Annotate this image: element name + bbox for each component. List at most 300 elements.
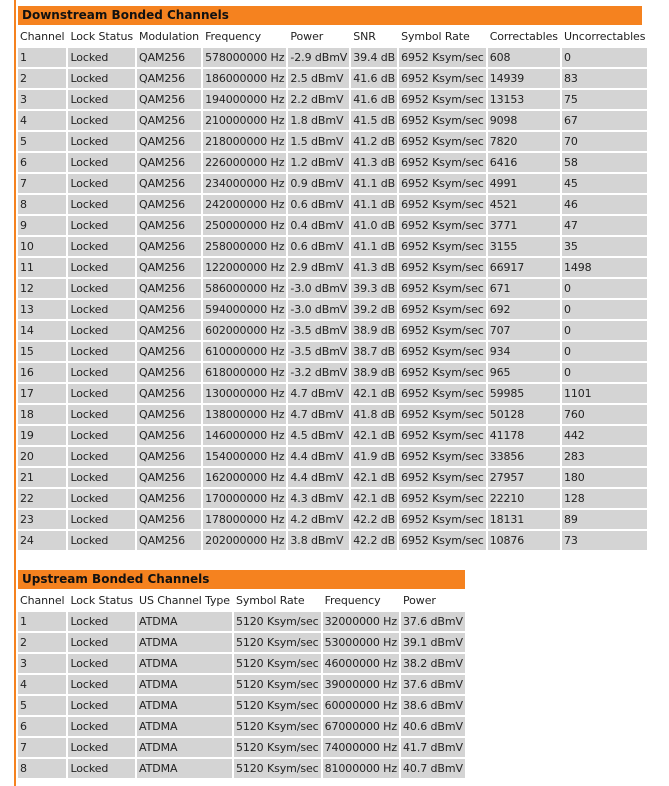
table-cell: 128 <box>562 489 647 508</box>
table-cell: 6952 Ksym/sec <box>399 405 486 424</box>
table-cell: 41.3 dB <box>351 153 397 172</box>
table-cell: Locked <box>68 654 135 673</box>
table-cell: 59985 <box>488 384 560 403</box>
table-cell: 5120 Ksym/sec <box>234 675 321 694</box>
table-cell: 24 <box>18 531 66 550</box>
downstream-column-header: Channel <box>18 27 66 46</box>
table-cell: 41.1 dB <box>351 237 397 256</box>
table-cell: 442 <box>562 426 647 445</box>
table-cell: 4 <box>18 675 66 694</box>
table-cell: ATDMA <box>137 633 232 652</box>
table-cell: 50128 <box>488 405 560 424</box>
table-cell: -3.0 dBmV <box>288 279 349 298</box>
table-cell: 18 <box>18 405 66 424</box>
table-cell: 11 <box>18 258 66 277</box>
table-cell: Locked <box>68 738 135 757</box>
table-cell: 1101 <box>562 384 647 403</box>
table-cell: 6952 Ksym/sec <box>399 69 486 88</box>
table-cell: 46 <box>562 195 647 214</box>
table-cell: 23 <box>18 510 66 529</box>
table-cell: 0 <box>562 321 647 340</box>
table-cell: Locked <box>68 612 135 631</box>
table-cell: 234000000 Hz <box>203 174 286 193</box>
table-cell: 6952 Ksym/sec <box>399 447 486 466</box>
table-cell: 41.2 dB <box>351 132 397 151</box>
upstream-column-header: Symbol Rate <box>234 591 321 610</box>
table-cell: Locked <box>68 759 135 778</box>
table-cell: Locked <box>68 510 135 529</box>
upstream-header-row <box>18 591 465 610</box>
table-cell: 66917 <box>488 258 560 277</box>
table-row <box>18 531 647 550</box>
downstream-header-row <box>18 27 647 46</box>
table-cell: 60000000 Hz <box>323 696 399 715</box>
table-cell: ATDMA <box>137 717 232 736</box>
table-row <box>18 174 647 193</box>
table-row <box>18 195 647 214</box>
table-cell: 37.6 dBmV <box>401 675 465 694</box>
table-cell: QAM256 <box>137 426 201 445</box>
table-cell: QAM256 <box>137 153 201 172</box>
table-row <box>18 90 647 109</box>
table-cell: 5120 Ksym/sec <box>234 738 321 757</box>
table-cell: 2.5 dBmV <box>288 69 349 88</box>
table-cell: 39.1 dBmV <box>401 633 465 652</box>
table-cell: 3771 <box>488 216 560 235</box>
table-cell: 67000000 Hz <box>323 717 399 736</box>
table-cell: 6952 Ksym/sec <box>399 132 486 151</box>
table-cell: 89 <box>562 510 647 529</box>
table-cell: Locked <box>68 633 135 652</box>
table-cell: 83 <box>562 69 647 88</box>
table-cell: 6952 Ksym/sec <box>399 258 486 277</box>
table-row <box>18 237 647 256</box>
table-cell: 42.2 dB <box>351 510 397 529</box>
upstream-column-header: Frequency <box>323 591 399 610</box>
downstream-column-header: Power <box>288 27 349 46</box>
upstream-section <box>18 570 465 780</box>
table-cell: QAM256 <box>137 363 201 382</box>
table-cell: 5 <box>18 696 66 715</box>
table-cell: QAM256 <box>137 90 201 109</box>
table-cell: 6952 Ksym/sec <box>399 363 486 382</box>
table-cell: Locked <box>68 132 135 151</box>
table-cell: 13153 <box>488 90 560 109</box>
table-cell: Locked <box>68 531 135 550</box>
downstream-column-header: Lock Status <box>68 27 135 46</box>
table-cell: 47 <box>562 216 647 235</box>
table-cell: QAM256 <box>137 489 201 508</box>
table-cell: 19 <box>18 426 66 445</box>
table-cell: QAM256 <box>137 342 201 361</box>
table-cell: 41.1 dB <box>351 195 397 214</box>
table-cell: QAM256 <box>137 132 201 151</box>
table-cell: 7 <box>18 738 66 757</box>
table-cell: 4521 <box>488 195 560 214</box>
downstream-column-header: SNR <box>351 27 397 46</box>
table-cell: -3.2 dBmV <box>288 363 349 382</box>
table-cell: 283 <box>562 447 647 466</box>
table-cell: Locked <box>68 237 135 256</box>
table-cell: 2 <box>18 69 66 88</box>
table-cell: 17 <box>18 384 66 403</box>
downstream-body <box>18 48 647 550</box>
table-cell: 692 <box>488 300 560 319</box>
table-cell: 6952 Ksym/sec <box>399 279 486 298</box>
table-cell: 4.2 dBmV <box>288 510 349 529</box>
table-row <box>18 675 465 694</box>
table-row <box>18 69 647 88</box>
table-cell: Locked <box>68 153 135 172</box>
table-cell: 81000000 Hz <box>323 759 399 778</box>
table-cell: 202000000 Hz <box>203 531 286 550</box>
table-cell: 5120 Ksym/sec <box>234 696 321 715</box>
table-cell: 4.5 dBmV <box>288 426 349 445</box>
table-cell: QAM256 <box>137 468 201 487</box>
table-row <box>18 468 647 487</box>
table-cell: 5120 Ksym/sec <box>234 759 321 778</box>
table-cell: QAM256 <box>137 447 201 466</box>
table-row <box>18 321 647 340</box>
table-cell: 75 <box>562 90 647 109</box>
table-cell: 41.3 dB <box>351 258 397 277</box>
table-cell: 40.7 dBmV <box>401 759 465 778</box>
table-row <box>18 279 647 298</box>
table-cell: Locked <box>68 195 135 214</box>
table-cell: Locked <box>68 489 135 508</box>
table-row <box>18 738 465 757</box>
table-cell: 9098 <box>488 111 560 130</box>
table-cell: Locked <box>68 174 135 193</box>
downstream-title: Downstream Bonded Channels <box>18 6 642 25</box>
table-cell: ATDMA <box>137 612 232 631</box>
table-cell: 258000000 Hz <box>203 237 286 256</box>
table-cell: 10876 <box>488 531 560 550</box>
table-cell: 42.1 dB <box>351 468 397 487</box>
table-cell: 35 <box>562 237 647 256</box>
table-cell: QAM256 <box>137 48 201 67</box>
table-cell: 42.1 dB <box>351 489 397 508</box>
table-cell: 138000000 Hz <box>203 405 286 424</box>
table-cell: QAM256 <box>137 174 201 193</box>
table-cell: 178000000 Hz <box>203 510 286 529</box>
table-cell: 38.7 dB <box>351 342 397 361</box>
table-cell: 41.6 dB <box>351 90 397 109</box>
table-cell: 6952 Ksym/sec <box>399 468 486 487</box>
table-cell: 1.5 dBmV <box>288 132 349 151</box>
table-cell: 33856 <box>488 447 560 466</box>
table-cell: 0.6 dBmV <box>288 195 349 214</box>
table-cell: Locked <box>68 258 135 277</box>
table-cell: 602000000 Hz <box>203 321 286 340</box>
table-cell: 671 <box>488 279 560 298</box>
table-cell: ATDMA <box>137 738 232 757</box>
table-row <box>18 363 647 382</box>
table-cell: 934 <box>488 342 560 361</box>
table-cell: 6952 Ksym/sec <box>399 531 486 550</box>
downstream-column-header: Correctables <box>488 27 560 46</box>
table-cell: 74000000 Hz <box>323 738 399 757</box>
table-cell: 2.2 dBmV <box>288 90 349 109</box>
downstream-column-header: Uncorrectables <box>562 27 647 46</box>
table-row <box>18 696 465 715</box>
table-row <box>18 258 647 277</box>
table-cell: 1498 <box>562 258 647 277</box>
table-cell: 2 <box>18 633 66 652</box>
table-cell: 194000000 Hz <box>203 90 286 109</box>
table-cell: 6952 Ksym/sec <box>399 489 486 508</box>
table-cell: 210000000 Hz <box>203 111 286 130</box>
table-cell: 6952 Ksym/sec <box>399 216 486 235</box>
table-cell: Locked <box>68 447 135 466</box>
table-cell: 4.7 dBmV <box>288 405 349 424</box>
table-cell: 42.1 dB <box>351 426 397 445</box>
table-cell: Locked <box>68 216 135 235</box>
table-cell: 21 <box>18 468 66 487</box>
table-cell: -3.5 dBmV <box>288 342 349 361</box>
table-cell: 13 <box>18 300 66 319</box>
table-cell: 218000000 Hz <box>203 132 286 151</box>
status-frame <box>14 0 669 786</box>
upstream-title: Upstream Bonded Channels <box>18 570 465 589</box>
table-cell: 4991 <box>488 174 560 193</box>
table-row <box>18 426 647 445</box>
table-cell: 6952 Ksym/sec <box>399 153 486 172</box>
table-cell: 618000000 Hz <box>203 363 286 382</box>
table-cell: QAM256 <box>137 237 201 256</box>
table-cell: 10 <box>18 237 66 256</box>
table-cell: 6952 Ksym/sec <box>399 174 486 193</box>
table-row <box>18 300 647 319</box>
upstream-column-header: Channel <box>18 591 66 610</box>
table-cell: 3155 <box>488 237 560 256</box>
table-cell: 0 <box>562 342 647 361</box>
table-cell: 41.5 dB <box>351 111 397 130</box>
table-cell: 18131 <box>488 510 560 529</box>
table-cell: QAM256 <box>137 321 201 340</box>
table-cell: 0 <box>562 48 647 67</box>
table-cell: 32000000 Hz <box>323 612 399 631</box>
table-cell: QAM256 <box>137 216 201 235</box>
table-cell: 4.7 dBmV <box>288 384 349 403</box>
table-cell: 0.9 dBmV <box>288 174 349 193</box>
table-cell: 146000000 Hz <box>203 426 286 445</box>
table-cell: 242000000 Hz <box>203 195 286 214</box>
table-row <box>18 489 647 508</box>
table-row <box>18 216 647 235</box>
table-cell: QAM256 <box>137 384 201 403</box>
table-cell: 6 <box>18 153 66 172</box>
table-cell: Locked <box>68 426 135 445</box>
upstream-body <box>18 612 465 778</box>
table-cell: 38.9 dB <box>351 363 397 382</box>
table-cell: 14 <box>18 321 66 340</box>
table-cell: 1 <box>18 48 66 67</box>
table-cell: Locked <box>68 48 135 67</box>
table-cell: 170000000 Hz <box>203 489 286 508</box>
table-cell: 38.2 dBmV <box>401 654 465 673</box>
table-cell: ATDMA <box>137 675 232 694</box>
table-cell: 8 <box>18 195 66 214</box>
upstream-column-header: US Channel Type <box>137 591 232 610</box>
table-cell: Locked <box>68 69 135 88</box>
table-cell: QAM256 <box>137 195 201 214</box>
table-cell: 12 <box>18 279 66 298</box>
table-cell: Locked <box>68 717 135 736</box>
table-cell: 0 <box>562 300 647 319</box>
table-cell: Locked <box>68 696 135 715</box>
table-cell: 45 <box>562 174 647 193</box>
table-cell: 67 <box>562 111 647 130</box>
table-cell: 41.1 dB <box>351 174 397 193</box>
table-cell: 6952 Ksym/sec <box>399 111 486 130</box>
upstream-table <box>16 589 467 780</box>
table-cell: 7820 <box>488 132 560 151</box>
table-cell: ATDMA <box>137 654 232 673</box>
table-cell: 8 <box>18 759 66 778</box>
table-cell: 610000000 Hz <box>203 342 286 361</box>
table-cell: QAM256 <box>137 405 201 424</box>
table-cell: 41.9 dB <box>351 447 397 466</box>
table-cell: Locked <box>68 90 135 109</box>
table-row <box>18 510 647 529</box>
table-cell: 2.9 dBmV <box>288 258 349 277</box>
downstream-table <box>16 25 649 552</box>
table-cell: 3 <box>18 654 66 673</box>
table-cell: 42.2 dB <box>351 531 397 550</box>
table-row <box>18 717 465 736</box>
table-cell: 41.8 dB <box>351 405 397 424</box>
table-cell: 6952 Ksym/sec <box>399 510 486 529</box>
table-cell: 5120 Ksym/sec <box>234 612 321 631</box>
table-cell: Locked <box>68 675 135 694</box>
table-row <box>18 48 647 67</box>
table-cell: Locked <box>68 111 135 130</box>
table-cell: 15 <box>18 342 66 361</box>
table-cell: 6952 Ksym/sec <box>399 321 486 340</box>
table-cell: 22 <box>18 489 66 508</box>
table-cell: 42.1 dB <box>351 384 397 403</box>
table-row <box>18 759 465 778</box>
table-cell: 39000000 Hz <box>323 675 399 694</box>
table-cell: QAM256 <box>137 111 201 130</box>
table-cell: -3.0 dBmV <box>288 300 349 319</box>
table-cell: 5 <box>18 132 66 151</box>
downstream-section <box>18 6 646 552</box>
table-cell: 122000000 Hz <box>203 258 286 277</box>
table-cell: 37.6 dBmV <box>401 612 465 631</box>
table-cell: 14939 <box>488 69 560 88</box>
downstream-column-header: Symbol Rate <box>399 27 486 46</box>
table-cell: Locked <box>68 468 135 487</box>
table-cell: Locked <box>68 384 135 403</box>
table-cell: 38.6 dBmV <box>401 696 465 715</box>
table-cell: Locked <box>68 363 135 382</box>
table-cell: 586000000 Hz <box>203 279 286 298</box>
table-cell: Locked <box>68 342 135 361</box>
table-row <box>18 111 647 130</box>
table-cell: 0.6 dBmV <box>288 237 349 256</box>
table-cell: QAM256 <box>137 258 201 277</box>
table-cell: 0.4 dBmV <box>288 216 349 235</box>
table-cell: 41.7 dBmV <box>401 738 465 757</box>
table-row <box>18 612 465 631</box>
upstream-column-header: Lock Status <box>68 591 135 610</box>
table-cell: 3 <box>18 90 66 109</box>
table-cell: 180 <box>562 468 647 487</box>
table-cell: 16 <box>18 363 66 382</box>
table-row <box>18 342 647 361</box>
table-cell: 5120 Ksym/sec <box>234 633 321 652</box>
table-row <box>18 633 465 652</box>
table-cell: 707 <box>488 321 560 340</box>
table-cell: Locked <box>68 279 135 298</box>
table-cell: 41.6 dB <box>351 69 397 88</box>
table-cell: QAM256 <box>137 531 201 550</box>
table-cell: 186000000 Hz <box>203 69 286 88</box>
table-cell: 6952 Ksym/sec <box>399 195 486 214</box>
table-cell: 1 <box>18 612 66 631</box>
table-cell: 39.4 dB <box>351 48 397 67</box>
table-cell: 608 <box>488 48 560 67</box>
table-cell: 27957 <box>488 468 560 487</box>
table-cell: QAM256 <box>137 510 201 529</box>
table-cell: 4.3 dBmV <box>288 489 349 508</box>
table-cell: Locked <box>68 321 135 340</box>
table-cell: 965 <box>488 363 560 382</box>
table-row <box>18 447 647 466</box>
table-cell: 4.4 dBmV <box>288 468 349 487</box>
table-cell: 40.6 dBmV <box>401 717 465 736</box>
table-cell: 41178 <box>488 426 560 445</box>
table-cell: -2.9 dBmV <box>288 48 349 67</box>
table-row <box>18 132 647 151</box>
table-cell: 7 <box>18 174 66 193</box>
table-cell: 4 <box>18 111 66 130</box>
table-cell: 0 <box>562 279 647 298</box>
table-cell: 130000000 Hz <box>203 384 286 403</box>
table-cell: 594000000 Hz <box>203 300 286 319</box>
table-cell: QAM256 <box>137 279 201 298</box>
table-cell: 1.2 dBmV <box>288 153 349 172</box>
table-cell: QAM256 <box>137 69 201 88</box>
table-cell: 70 <box>562 132 647 151</box>
table-cell: 41.0 dB <box>351 216 397 235</box>
table-row <box>18 654 465 673</box>
table-cell: 6416 <box>488 153 560 172</box>
downstream-column-header: Frequency <box>203 27 286 46</box>
table-cell: 6952 Ksym/sec <box>399 48 486 67</box>
table-cell: 5120 Ksym/sec <box>234 717 321 736</box>
table-cell: 6952 Ksym/sec <box>399 237 486 256</box>
table-cell: 250000000 Hz <box>203 216 286 235</box>
table-row <box>18 153 647 172</box>
table-row <box>18 384 647 403</box>
table-cell: 6952 Ksym/sec <box>399 300 486 319</box>
table-cell: ATDMA <box>137 696 232 715</box>
table-cell: 0 <box>562 363 647 382</box>
table-cell: ATDMA <box>137 759 232 778</box>
table-cell: 154000000 Hz <box>203 447 286 466</box>
table-cell: 6952 Ksym/sec <box>399 426 486 445</box>
table-cell: 226000000 Hz <box>203 153 286 172</box>
table-cell: 760 <box>562 405 647 424</box>
table-cell: 22210 <box>488 489 560 508</box>
table-cell: 39.2 dB <box>351 300 397 319</box>
table-cell: 20 <box>18 447 66 466</box>
table-cell: 1.8 dBmV <box>288 111 349 130</box>
table-cell: 9 <box>18 216 66 235</box>
